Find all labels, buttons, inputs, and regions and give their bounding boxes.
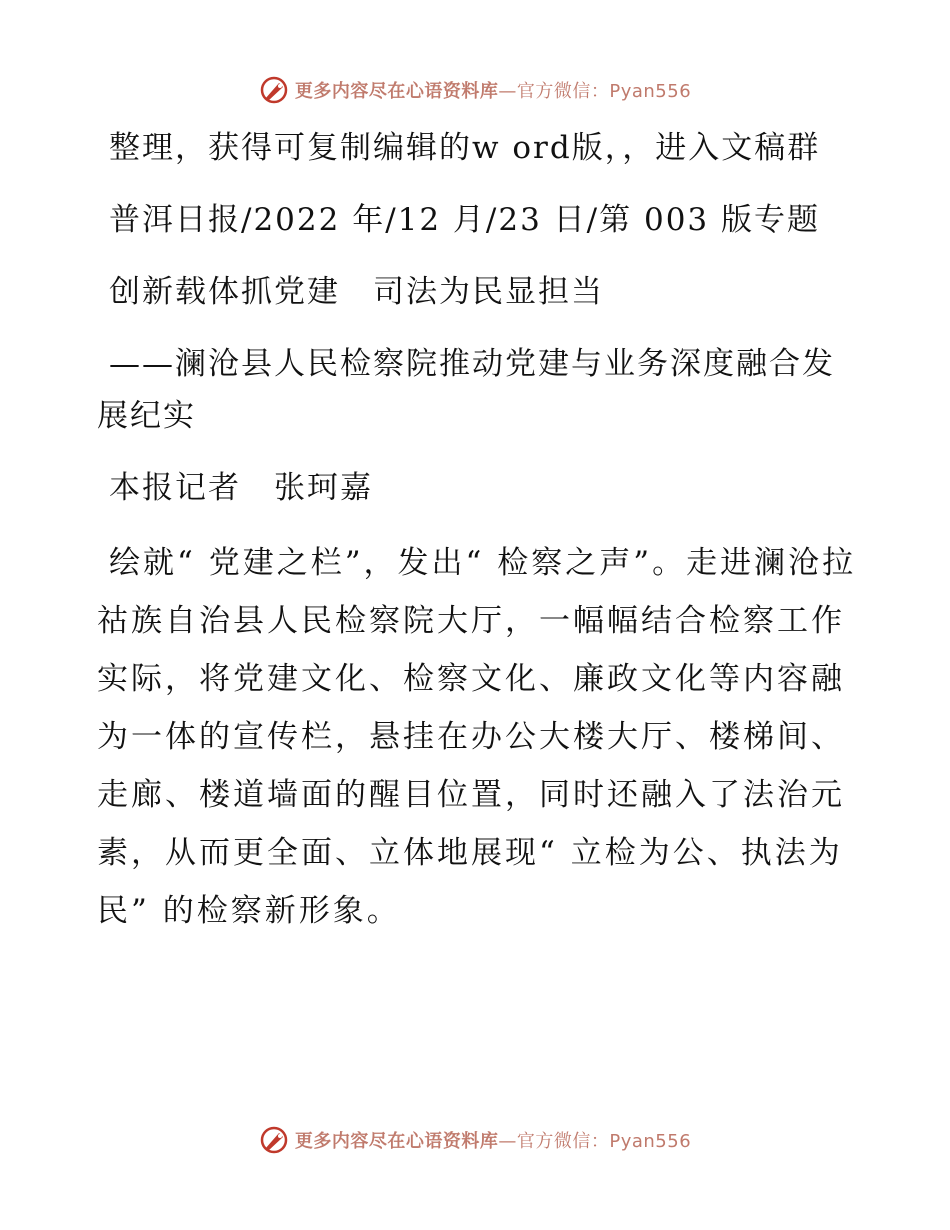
byline: 本报记者 张珂嘉 — [109, 470, 373, 506]
header-watermark — [0, 70, 950, 110]
intro-line: 整理，获得可复制编辑的w ord版，，进入文稿群 — [109, 130, 821, 166]
paragraph-1: 绘就“ 党建之栏”，发出“ 检察之声”。走进澜沧拉祜族自治县人民检察院大厅，一幅幅结合检察工作实际，将党建文化、检察文化、廉政文化等内容融为一体的宣传栏，悬挂在办公大楼大厅、楼梯间、走廊、楼道墙面的醒目位置，同时还融入了法治元素，从而更全面、立体地展现“ 立检为公、执法为民” 的检察新形象。 — [97, 545, 857, 929]
pen-nib-logo-icon — [259, 1125, 289, 1155]
pen-nib-logo-icon — [259, 75, 289, 105]
source-line: 普洱日报/2022 年/12 月/23 日/第 003 版专题 — [109, 202, 821, 238]
article-title: 创新载体抓党建 司法为民显担当 — [109, 274, 604, 310]
article-subtitle: ——澜沧县人民检察院推动党建与业务深度融合发展纪实 — [97, 346, 835, 434]
footer-watermark — [0, 1120, 950, 1160]
footer-watermark-text: 更多内容尽在心语资料库—官方微信：Pyan556 — [294, 1131, 692, 1152]
document-body — [97, 122, 857, 960]
header-watermark-text: 更多内容尽在心语资料库—官方微信：Pyan556 — [294, 81, 692, 102]
